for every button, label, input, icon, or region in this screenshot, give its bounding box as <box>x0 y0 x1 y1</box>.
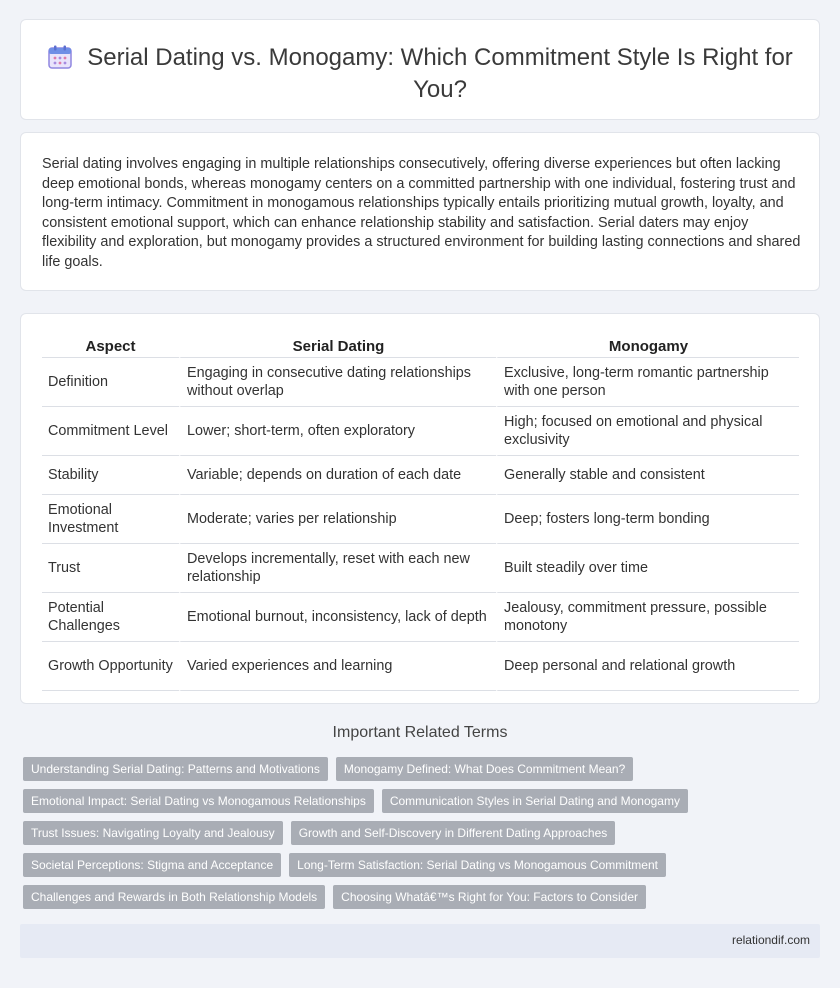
aspect-cell: Commitment Level <box>42 407 179 456</box>
footer <box>20 924 820 958</box>
aspect-cell: Emotional Investment <box>42 495 179 544</box>
serial-dating-cell: Varied experiences and learning <box>179 642 496 691</box>
aspect-cell: Stability <box>42 456 179 495</box>
related-term-tag[interactable]: Emotional Impact: Serial Dating vs Monogamous Relationships <box>23 789 374 813</box>
monogamy-cell: High; focused on emotional and physical exclusivity <box>496 407 799 456</box>
related-terms-title: Important Related Terms <box>332 724 508 741</box>
table-row <box>42 495 799 544</box>
table-row <box>42 593 799 642</box>
serial-dating-cell: Variable; depends on duration of each date <box>179 456 496 495</box>
related-term-tag[interactable]: Societal Perceptions: Stigma and Acceptance <box>23 853 281 877</box>
comparison-table <box>42 334 799 691</box>
table-row <box>42 544 799 593</box>
related-term-tag[interactable]: Trust Issues: Navigating Loyalty and Jealousy <box>23 821 283 845</box>
related-term-tag[interactable]: Long-Term Satisfaction: Serial Dating vs Monogamous Commitment <box>289 853 666 877</box>
serial-dating-cell: Moderate; varies per relationship <box>179 495 496 544</box>
table-row <box>42 642 799 691</box>
related-terms-list <box>23 757 823 917</box>
monogamy-cell: Exclusive, long-term romantic partnership with one person <box>496 358 799 407</box>
table-row <box>42 358 799 407</box>
related-term-tag[interactable]: Communication Styles in Serial Dating and Monogamy <box>382 789 688 813</box>
header-monogamy: Monogamy <box>496 334 799 358</box>
page-title: Serial Dating vs. Monogamy: Which Commitment Style Is Right for You? <box>87 44 793 103</box>
serial-dating-cell: Emotional burnout, inconsistency, lack of depth <box>179 593 496 642</box>
aspect-cell: Potential Challenges <box>42 593 179 642</box>
table-row <box>42 407 799 456</box>
monogamy-cell: Deep; fosters long-term bonding <box>496 495 799 544</box>
related-term-tag[interactable]: Understanding Serial Dating: Patterns and Motivations <box>23 757 328 781</box>
aspect-cell: Definition <box>42 358 179 407</box>
monogamy-cell: Jealousy, commitment pressure, possible monotony <box>496 593 799 642</box>
monogamy-cell: Generally stable and consistent <box>496 456 799 495</box>
intro-paragraph: Serial dating involves engaging in multiple relationships consecutively, offering diverse experiences but often lacking deep emotional bonds, whereas monogamy centers on a committed partnership with one individual, fostering trust and long-term intimacy. Commitment in monogamous relationships typically entails prioritizing mutual growth, loyalty, and consistent emotional support, which can enhance relationship stability and satisfaction. Serial daters may enjoy flexibility and exploration, but monogamy provides a structured environment for building lasting connections and shared life goals. <box>42 156 801 270</box>
footer-site-link[interactable]: relationdif.com <box>731 933 810 947</box>
serial-dating-cell: Lower; short-term, often exploratory <box>179 407 496 456</box>
aspect-cell: Trust <box>42 544 179 593</box>
related-term-tag[interactable]: Choosing Whatâ€™s Right for You: Factors to Consider <box>333 885 646 909</box>
table-row <box>42 456 799 495</box>
monogamy-cell: Built steadily over time <box>496 544 799 593</box>
comparison-table-card <box>20 313 820 704</box>
serial-dating-cell: Develops incrementally, reset with each new relationship <box>179 544 496 593</box>
table-header-row <box>42 334 799 358</box>
related-term-tag[interactable]: Monogamy Defined: What Does Commitment Mean? <box>336 757 633 781</box>
related-term-tag[interactable]: Growth and Self-Discovery in Different Dating Approaches <box>291 821 616 845</box>
header-aspect: Aspect <box>42 334 179 358</box>
aspect-cell: Growth Opportunity <box>42 642 179 691</box>
serial-dating-cell: Engaging in consecutive dating relationships without overlap <box>179 358 496 407</box>
header-card <box>20 19 820 120</box>
intro-card <box>20 132 820 291</box>
monogamy-cell: Deep personal and relational growth <box>496 642 799 691</box>
related-term-tag[interactable]: Challenges and Rewards in Both Relationship Models <box>23 885 325 909</box>
header-serial-dating: Serial Dating <box>179 334 496 358</box>
